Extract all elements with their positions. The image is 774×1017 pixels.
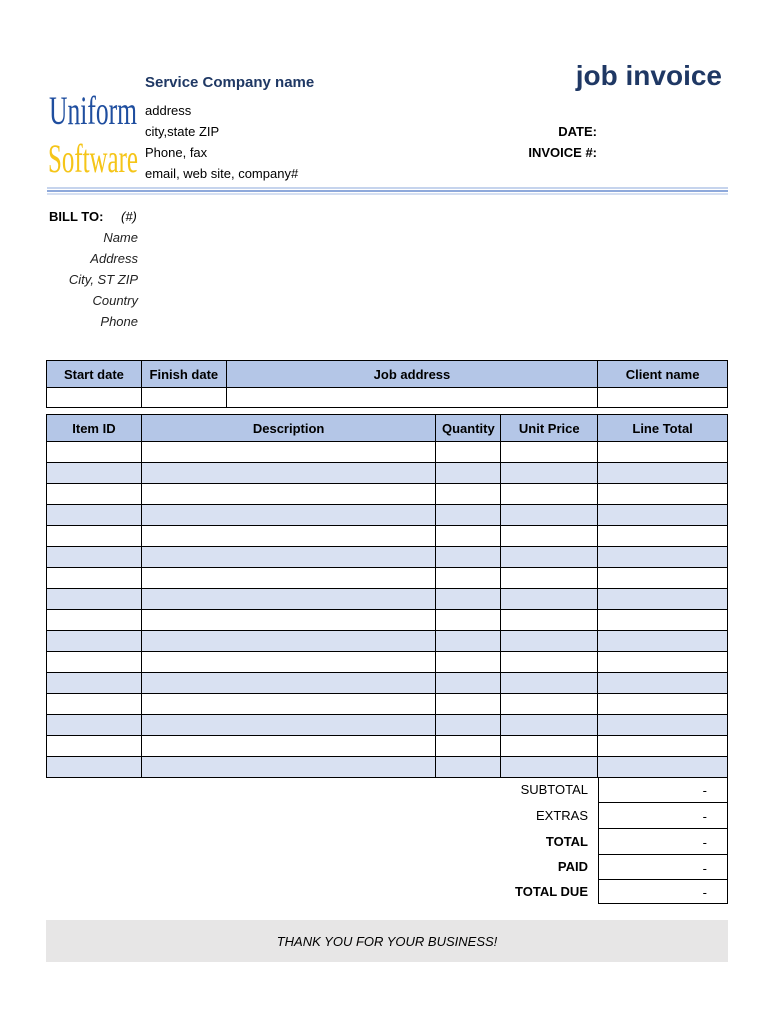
header-item-id: Item ID bbox=[47, 415, 142, 442]
line-total-cell[interactable] bbox=[598, 694, 728, 715]
unit-price-cell[interactable] bbox=[501, 547, 598, 568]
line-total-cell[interactable] bbox=[598, 610, 728, 631]
unit-price-cell[interactable] bbox=[501, 694, 598, 715]
items-table-header bbox=[47, 415, 728, 442]
quantity-cell[interactable] bbox=[436, 505, 501, 526]
job-table-row bbox=[47, 388, 728, 408]
description-cell[interactable] bbox=[141, 442, 436, 463]
subtotal-value: - bbox=[702, 783, 707, 798]
quantity-cell[interactable] bbox=[436, 694, 501, 715]
item-id-cell[interactable] bbox=[47, 757, 142, 778]
unit-price-cell[interactable] bbox=[501, 736, 598, 757]
unit-price-cell[interactable] bbox=[501, 673, 598, 694]
quantity-cell[interactable] bbox=[436, 757, 501, 778]
table-row bbox=[47, 505, 728, 526]
total-due-box[interactable] bbox=[598, 879, 728, 904]
bill-to-number: (#) bbox=[121, 209, 137, 224]
table-row bbox=[47, 442, 728, 463]
bill-to-city-st-zip[interactable]: City, ST ZIP bbox=[68, 272, 138, 287]
company-logo bbox=[47, 76, 139, 180]
job-address-cell[interactable] bbox=[226, 388, 597, 408]
extras-label: EXTRAS bbox=[535, 808, 588, 823]
line-total-cell[interactable] bbox=[598, 757, 728, 778]
client-name-cell[interactable] bbox=[598, 388, 728, 408]
item-id-cell[interactable] bbox=[47, 589, 142, 610]
quantity-cell[interactable] bbox=[436, 610, 501, 631]
item-id-cell[interactable] bbox=[47, 736, 142, 757]
item-id-cell[interactable] bbox=[47, 547, 142, 568]
unit-price-cell[interactable] bbox=[501, 652, 598, 673]
company-name: Service Company name bbox=[145, 74, 315, 91]
table-row bbox=[47, 736, 728, 757]
table-row bbox=[47, 610, 728, 631]
bill-to-address[interactable]: Address bbox=[90, 251, 138, 266]
description-cell[interactable] bbox=[141, 715, 436, 736]
table-row bbox=[47, 652, 728, 673]
item-id-cell[interactable] bbox=[47, 694, 142, 715]
total-box[interactable] bbox=[598, 828, 728, 855]
item-id-cell[interactable] bbox=[47, 631, 142, 652]
unit-price-cell[interactable] bbox=[501, 463, 598, 484]
quantity-cell[interactable] bbox=[436, 631, 501, 652]
header-start-date: Start date bbox=[47, 361, 142, 388]
item-id-cell[interactable] bbox=[47, 568, 142, 589]
description-cell[interactable] bbox=[141, 652, 436, 673]
table-row bbox=[47, 673, 728, 694]
line-total-cell[interactable] bbox=[598, 463, 728, 484]
table-row bbox=[47, 631, 728, 652]
table-row bbox=[47, 568, 728, 589]
unit-price-cell[interactable] bbox=[501, 757, 598, 778]
header-client-name: Client name bbox=[598, 361, 728, 388]
description-cell[interactable] bbox=[141, 694, 436, 715]
description-cell[interactable] bbox=[141, 547, 436, 568]
description-cell[interactable] bbox=[141, 463, 436, 484]
quantity-cell[interactable] bbox=[436, 673, 501, 694]
item-id-cell[interactable] bbox=[47, 610, 142, 631]
total-due-value: - bbox=[702, 885, 707, 900]
table-row bbox=[47, 589, 728, 610]
quantity-cell[interactable] bbox=[436, 442, 501, 463]
item-id-cell[interactable] bbox=[47, 463, 142, 484]
description-cell[interactable] bbox=[141, 589, 436, 610]
paid-box[interactable] bbox=[598, 854, 728, 880]
line-total-cell[interactable] bbox=[598, 547, 728, 568]
item-id-cell[interactable] bbox=[47, 505, 142, 526]
description-cell[interactable] bbox=[141, 673, 436, 694]
line-total-cell[interactable] bbox=[598, 652, 728, 673]
unit-price-cell[interactable] bbox=[501, 526, 598, 547]
unit-price-cell[interactable] bbox=[501, 610, 598, 631]
logo-text-software: Software bbox=[48, 136, 138, 180]
quantity-cell[interactable] bbox=[436, 736, 501, 757]
document-title: job invoice bbox=[575, 60, 722, 91]
paid-label: PAID bbox=[557, 859, 588, 874]
table-row bbox=[47, 757, 728, 778]
job-info-table bbox=[46, 360, 728, 408]
description-cell[interactable] bbox=[141, 505, 436, 526]
table-row bbox=[47, 547, 728, 568]
line-total-cell[interactable] bbox=[598, 673, 728, 694]
line-items-table bbox=[46, 414, 728, 778]
quantity-cell[interactable] bbox=[436, 526, 501, 547]
bill-to-phone[interactable]: Phone bbox=[100, 314, 138, 329]
line-total-cell[interactable] bbox=[598, 484, 728, 505]
line-total-cell[interactable] bbox=[598, 589, 728, 610]
line-total-cell[interactable] bbox=[598, 505, 728, 526]
bill-to-name[interactable]: Name bbox=[103, 230, 138, 245]
extras-box[interactable] bbox=[598, 802, 728, 829]
total-label: TOTAL bbox=[545, 834, 588, 849]
quantity-cell[interactable] bbox=[436, 715, 501, 736]
description-cell[interactable] bbox=[141, 757, 436, 778]
item-id-cell[interactable] bbox=[47, 526, 142, 547]
description-cell[interactable] bbox=[141, 610, 436, 631]
line-total-cell[interactable] bbox=[598, 736, 728, 757]
paid-value: - bbox=[702, 861, 707, 876]
header-finish-date: Finish date bbox=[141, 361, 226, 388]
extras-value: - bbox=[702, 809, 707, 824]
job-table-header bbox=[47, 361, 728, 388]
description-cell[interactable] bbox=[141, 568, 436, 589]
company-address: address bbox=[145, 103, 192, 118]
item-id-cell[interactable] bbox=[47, 484, 142, 505]
table-row bbox=[47, 463, 728, 484]
item-id-cell[interactable] bbox=[47, 442, 142, 463]
quantity-cell[interactable] bbox=[436, 463, 501, 484]
unit-price-cell[interactable] bbox=[501, 568, 598, 589]
line-total-cell[interactable] bbox=[598, 526, 728, 547]
items-table-body bbox=[47, 442, 728, 778]
quantity-cell[interactable] bbox=[436, 547, 501, 568]
date-label: DATE: bbox=[558, 124, 597, 139]
item-id-cell[interactable] bbox=[47, 715, 142, 736]
description-cell[interactable] bbox=[141, 484, 436, 505]
quantity-cell[interactable] bbox=[436, 589, 501, 610]
logo-text-uniform: Uniform bbox=[49, 88, 137, 133]
table-row bbox=[47, 694, 728, 715]
bill-to-country[interactable]: Country bbox=[92, 293, 138, 308]
unit-price-cell[interactable] bbox=[501, 715, 598, 736]
unit-price-cell[interactable] bbox=[501, 505, 598, 526]
description-cell[interactable] bbox=[141, 631, 436, 652]
start-date-cell[interactable] bbox=[47, 388, 142, 408]
finish-date-cell[interactable] bbox=[141, 388, 226, 408]
company-phone-fax: Phone, fax bbox=[145, 145, 208, 160]
unit-price-cell[interactable] bbox=[501, 589, 598, 610]
line-total-cell[interactable] bbox=[598, 631, 728, 652]
subtotal-box[interactable] bbox=[598, 777, 728, 803]
line-total-cell[interactable] bbox=[598, 715, 728, 736]
invoice-number-label: INVOICE #: bbox=[528, 145, 597, 160]
header-quantity: Quantity bbox=[436, 415, 501, 442]
subtotal-label: SUBTOTAL bbox=[520, 782, 588, 797]
header-unit-price: Unit Price bbox=[501, 415, 598, 442]
header-description: Description bbox=[141, 415, 436, 442]
table-row bbox=[47, 526, 728, 547]
quantity-cell[interactable] bbox=[436, 568, 501, 589]
unit-price-cell[interactable] bbox=[501, 484, 598, 505]
table-row bbox=[47, 484, 728, 505]
header-line-total: Line Total bbox=[598, 415, 728, 442]
description-cell[interactable] bbox=[141, 736, 436, 757]
item-id-cell[interactable] bbox=[47, 652, 142, 673]
company-contact: email, web site, company# bbox=[145, 166, 299, 181]
table-row bbox=[47, 715, 728, 736]
quantity-cell[interactable] bbox=[436, 484, 501, 505]
total-value: - bbox=[702, 835, 707, 850]
unit-price-cell[interactable] bbox=[501, 631, 598, 652]
quantity-cell[interactable] bbox=[436, 652, 501, 673]
line-total-cell[interactable] bbox=[598, 568, 728, 589]
thank-you-text: THANK YOU FOR YOUR BUSINESS! bbox=[276, 933, 498, 949]
company-city-state-zip: city,state ZIP bbox=[145, 124, 220, 139]
description-cell[interactable] bbox=[141, 526, 436, 547]
unit-price-cell[interactable] bbox=[501, 442, 598, 463]
header-job-address: Job address bbox=[226, 361, 597, 388]
thank-you-banner bbox=[46, 920, 728, 962]
item-id-cell[interactable] bbox=[47, 673, 142, 694]
bill-to-label: BILL TO: bbox=[49, 209, 104, 224]
line-total-cell[interactable] bbox=[598, 442, 728, 463]
total-due-label: TOTAL DUE bbox=[515, 884, 588, 899]
header-divider bbox=[47, 183, 728, 193]
